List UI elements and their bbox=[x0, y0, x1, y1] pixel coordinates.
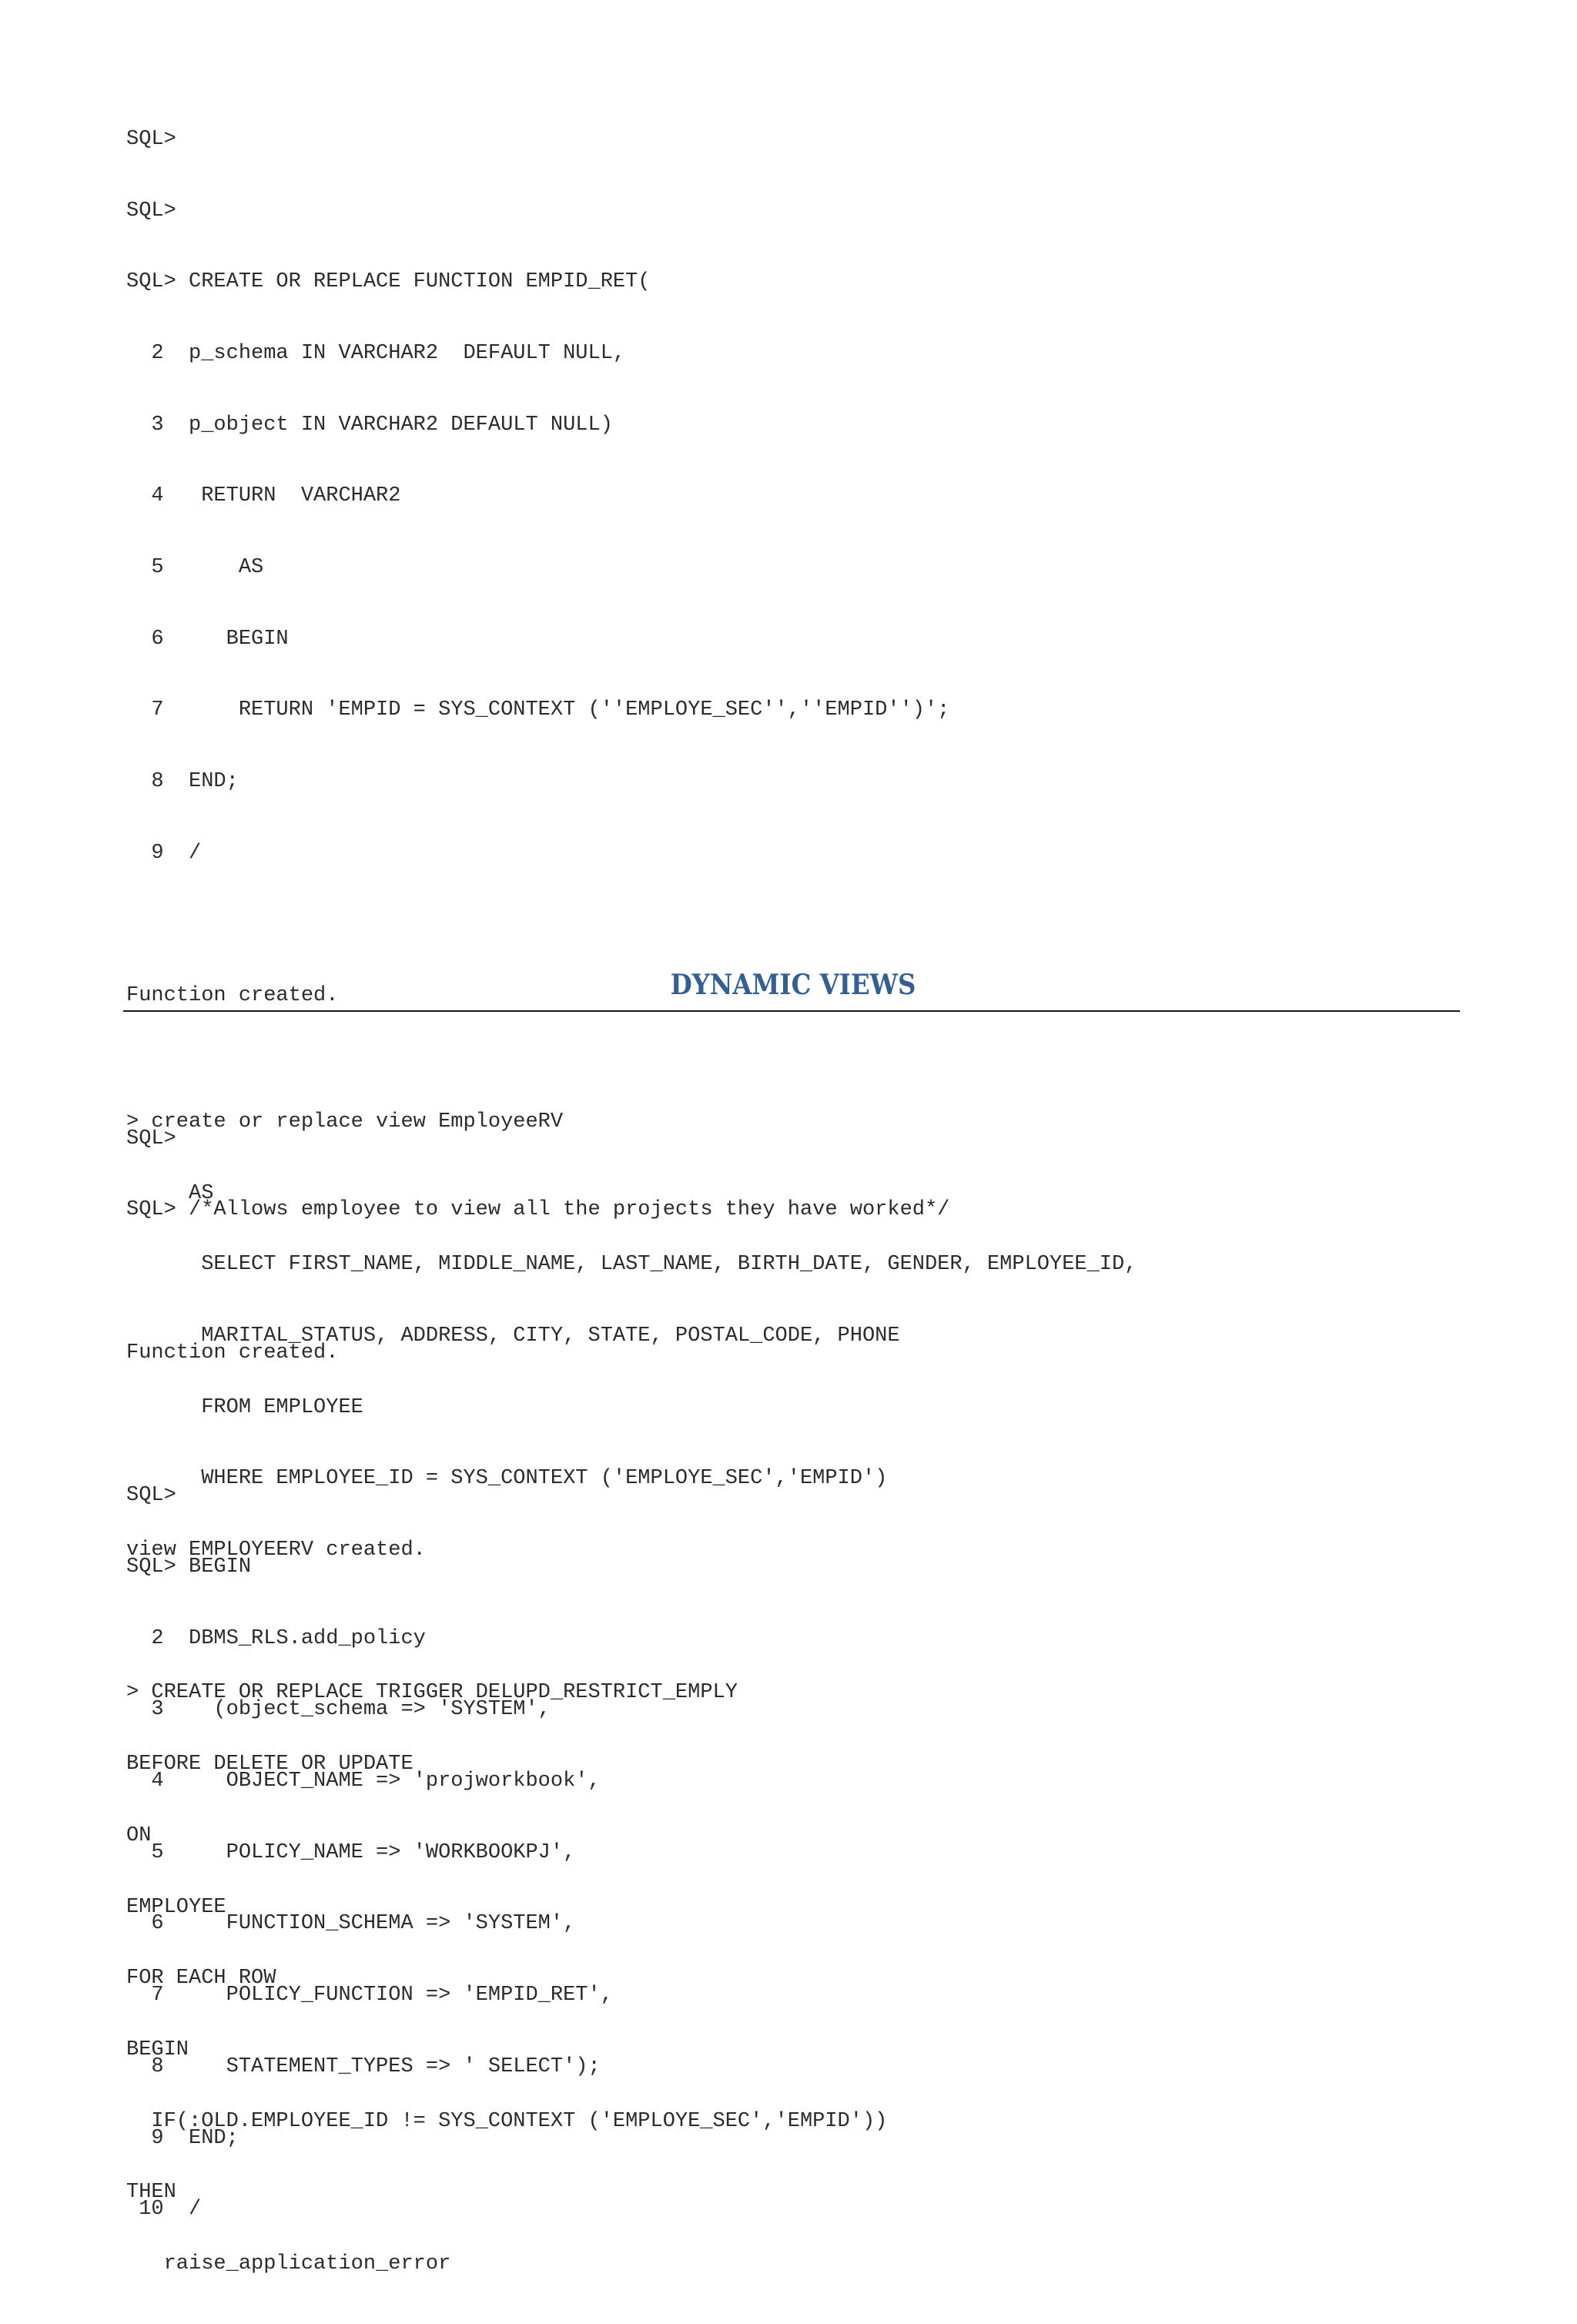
output-line: Function created. bbox=[126, 984, 339, 1008]
code-line: 9 / bbox=[126, 841, 202, 865]
code-line: > create or replace view EmployeeRV bbox=[126, 1110, 564, 1134]
code-line: 6 BEGIN bbox=[126, 627, 289, 651]
code-line: 4 OBJECT_NAME => 'projworkbook', bbox=[126, 1769, 601, 1793]
code-line: raise_application_error bbox=[126, 2252, 451, 2276]
section-divider bbox=[123, 1010, 1460, 1012]
section-heading: DYNAMIC VIEWS bbox=[670, 969, 916, 1001]
code-line: SQL> bbox=[126, 1127, 176, 1150]
dynamic-views-code-block bbox=[126, 1063, 1137, 2324]
code-line: 4 RETURN VARCHAR2 bbox=[126, 484, 401, 508]
code-line: IF(:OLD.EMPLOYEE_ID != SYS_CONTEXT ('EMPLOYE_SEC','EMPID')) bbox=[126, 2109, 888, 2133]
code-line: 2 p_schema IN VARCHAR2 DEFAULT NULL, bbox=[126, 341, 626, 365]
code-line: 8 STATEMENT_TYPES => ' SELECT'); bbox=[126, 2054, 601, 2078]
code-line: 2 DBMS_RLS.add_policy bbox=[126, 1626, 426, 1650]
code-line: WHERE EMPLOYEE_ID = SYS_CONTEXT ('EMPLOYE_SEC','EMPID') bbox=[126, 1467, 888, 1491]
code-line: FROM EMPLOYEE bbox=[126, 1395, 363, 1419]
code-line: MARITAL_STATUS, ADDRESS, CITY, STATE, POSTAL_CODE, PHONE bbox=[126, 1324, 900, 1348]
output-line: Function created. bbox=[126, 1341, 339, 1365]
code-line: 9 END; bbox=[126, 2126, 239, 2150]
code-line: 7 RETURN 'EMPID = SYS_CONTEXT (''EMPLOYE_SEC'',''EMPID'')'; bbox=[126, 698, 950, 722]
code-line: 5 POLICY_NAME => 'WORKBOOKPJ', bbox=[126, 1840, 576, 1864]
code-line: ON bbox=[126, 1823, 152, 1847]
code-line: > CREATE OR REPLACE TRIGGER DELUPD_RESTRICT_EMPLY bbox=[126, 1681, 738, 1705]
code-line: THEN bbox=[126, 2181, 176, 2205]
code-line: SQL> bbox=[126, 199, 176, 223]
code-line: 8 END; bbox=[126, 770, 239, 794]
code-line: 3 p_object IN VARCHAR2 DEFAULT NULL) bbox=[126, 413, 613, 437]
code-line: SQL> bbox=[126, 1484, 176, 1508]
code-line: SELECT FIRST_NAME, MIDDLE_NAME, LAST_NAME, BIRTH_DATE, GENDER, EMPLOYEE_ID, bbox=[126, 1253, 1137, 1277]
output-line: view EMPLOYEERV created. bbox=[126, 1539, 426, 1562]
code-line: 10 / bbox=[126, 2198, 202, 2222]
blank-line bbox=[126, 1610, 1137, 1634]
code-line: 3 (object_schema => 'SYSTEM', bbox=[126, 1698, 551, 1722]
code-line: 6 FUNCTION_SCHEMA => 'SYSTEM', bbox=[126, 1912, 576, 1936]
code-line: 5 AS bbox=[126, 556, 264, 580]
code-line: SQL> bbox=[126, 127, 176, 151]
code-line: BEGIN bbox=[126, 2038, 189, 2061]
code-line: 7 POLICY_FUNCTION => 'EMPID_RET', bbox=[126, 1984, 613, 2008]
code-line: BEFORE DELETE OR UPDATE bbox=[126, 1753, 414, 1776]
code-line: SQL> BEGIN bbox=[126, 1555, 252, 1579]
code-line: FOR EACH ROW bbox=[126, 1967, 276, 1991]
blank-line bbox=[126, 913, 949, 937]
code-line: EMPLOYEE bbox=[126, 1895, 226, 1919]
code-line: SQL> CREATE OR REPLACE FUNCTION EMPID_RET( bbox=[126, 270, 651, 294]
code-comment-line: SQL> /*Allows employee to view all the projects they have worked*/ bbox=[126, 1198, 950, 1222]
code-line: AS bbox=[126, 1181, 214, 1205]
